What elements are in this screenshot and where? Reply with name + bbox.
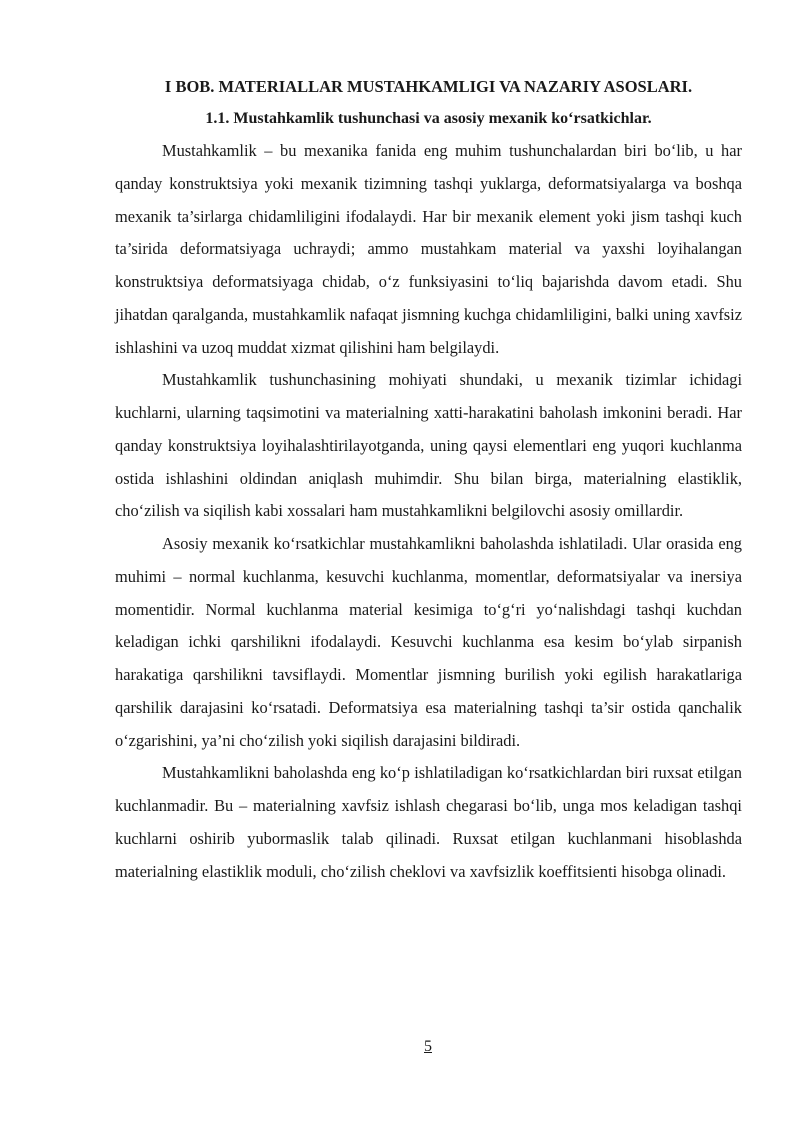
section-title: 1.1. Mustahkamlik tushunchasi va asosiy mexanik ko‘rsatkichlar. bbox=[205, 110, 652, 127]
paragraph-4: Mustahkamlikni baholashda eng ko‘p ishlatiladigan ko‘rsatkichlardan biri ruxsat etilgan kuchlanmadir. Bu – materialning xavfsiz ishlash chegarasi bo‘lib, unga mos keladigan tashqi kuchlarni oshirib yubormaslik talab qilinadi. Ruxsat etilgan kuchlanmani hisoblashda materialning elastiklik moduli, cho‘zilish cheklovi va xavfsizlik koeffitsienti hisobga olinadi. bbox=[115, 763, 742, 881]
document-page bbox=[115, 71, 742, 888]
chapter-title: I BOB. MATERIALLAR MUSTAHKAMLIGI VA NAZARIY ASOSLARI. bbox=[164, 77, 693, 96]
paragraph-3: Asosiy mexanik ko‘rsatkichlar mustahkamlikni baholashda ishlatiladi. Ular orasida eng muhimi – normal kuchlanma, kesuvchi kuchlanma, momentlar, deformatsiyalar va inersiya momentidir. Normal kuchlanma material kesimiga to‘g‘ri yo‘nalishdagi tashqi kuchdan keladigan ichki qarshilikni ifodalaydi. Kesuvchi kuchlanma esa kesim bo‘ylab sirpanish harakatiga qarshilikni tavsiflaydi. Momentlar jismning burilish yoki egilish harakatlariga qarshilik darajasini ko‘rsatadi. Deformatsiya esa materialning tashqi ta’sir ostida qanchalik o‘zgarishini, ya’ni cho‘zilish yoki siqilish darajasini bildiradi. bbox=[115, 534, 742, 750]
paragraph-2: Mustahkamlik tushunchasining mohiyati shundaki, u mexanik tizimlar ichidagi kuchlarni, ularning taqsimotini va materialning xatti-harakatini baholash imkonini beradi. Har qanday konstruktsiya loyihalashtirilayotganda, uning qaysi elementlari eng yuqori kuchlanma ostida ishlashini oldindan aniqlash muhimdir. Shu bilan birga, materialning elastiklik, cho‘zilish va siqilish kabi xossalari ham mustahkamlikni belgilovchi asosiy omillardir. bbox=[115, 370, 742, 521]
page-number: 5 bbox=[424, 1038, 432, 1055]
paragraph-1: Mustahkamlik – bu mexanika fanida eng muhim tushunchalardan biri bo‘lib, u har qanday konstruktsiya yoki mexanik tizimning tashqi yuklarga, deformatsiyalarga va boshqa mexanik ta’sirlarga chidamliligini ifodalaydi. Har bir mexanik element yoki jism tashqi kuch ta’sirida deformatsiyaga uchraydi; ammo mustahkam material va yaxshi loyihalangan konstruktsiya deformatsiyaga chidab, o‘z funksiyasini to‘liq bajarishda davom etadi. Shu jihatdan qaralganda, mustahkamlik nafaqat jismning kuchga chidamliligini, balki uning xavfsiz ishlashini va uzoq muddat xizmat qilishini ham belgilaydi. bbox=[115, 141, 742, 357]
